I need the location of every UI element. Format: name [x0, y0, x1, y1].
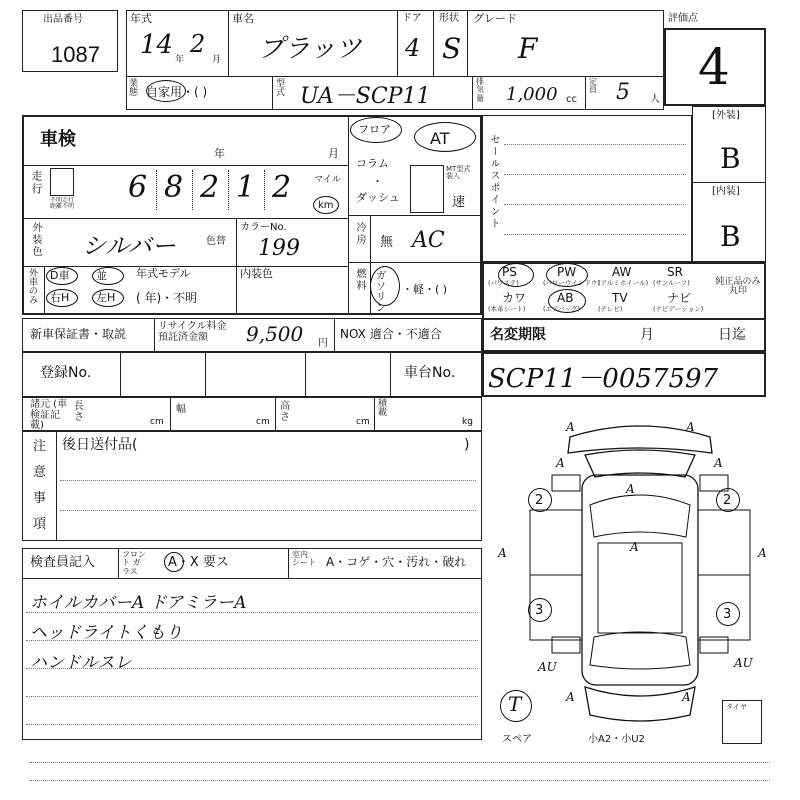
equipment-code: AB — [557, 291, 574, 305]
aircon-value: AC — [412, 228, 445, 253]
type-label: 型式 — [276, 79, 286, 99]
int-value: B — [720, 220, 741, 253]
warranty-label: 新車保証書・取説 — [30, 327, 127, 341]
header-row-box — [126, 10, 664, 77]
damage-mark: AU — [538, 660, 557, 674]
odometer-sep — [228, 170, 229, 210]
shape-label: 形状 — [439, 13, 459, 24]
spare-label: スペア — [502, 734, 532, 745]
width-unit: cm — [256, 417, 270, 427]
inspector-note-line: ヘッドライトくもり — [30, 623, 183, 643]
equipment-code: PW — [557, 265, 577, 279]
insp-year-label: 年 — [214, 147, 225, 160]
equipment-desc: (本革シート) — [488, 305, 526, 313]
score-value: 4 — [698, 38, 730, 96]
lot-label: 出品番号 — [43, 14, 83, 25]
int-color-label: 内装色 — [240, 267, 273, 280]
color-no-value: 199 — [258, 236, 300, 261]
dash-label: ダッシュ — [356, 191, 400, 204]
ab-circle — [548, 289, 586, 313]
tire-rl-value: 3 — [535, 603, 544, 618]
equipment-code: ナビ — [667, 291, 692, 305]
notes-label-char: 項 — [33, 517, 47, 532]
odometer-sep — [156, 170, 157, 210]
glass-value: A・X 要ス — [168, 555, 229, 570]
inspector-label: 検査員記入 — [30, 555, 96, 570]
glass-label: フロント ガラス — [122, 550, 146, 576]
lot-box — [22, 10, 118, 72]
notes-label-char: 注 — [33, 439, 47, 454]
cap-value: 5 — [616, 80, 630, 105]
floor-label: フロア — [358, 123, 391, 136]
mileage-unknown-box — [50, 168, 74, 196]
grade-label: グレード — [473, 12, 517, 25]
import-item-circle — [46, 267, 78, 285]
name-change-label: 名変期限 — [490, 327, 546, 343]
disp-value: 1,000 — [506, 84, 558, 105]
color-no-label: カラーNo. — [240, 222, 287, 233]
sales-point-box — [482, 115, 692, 262]
inspector-ruled-line — [26, 696, 478, 697]
use-label: 業態 — [129, 79, 139, 99]
recycle-value: 9,500 — [246, 322, 304, 346]
model-label: 車名 — [232, 12, 254, 25]
speed-label: 速 — [452, 195, 466, 210]
year-value: 14 — [140, 30, 174, 60]
tire-fl-value: 2 — [535, 493, 544, 508]
nox-label: NOX 適合・不適合 — [340, 327, 442, 341]
damage-mark: A — [498, 546, 507, 560]
name-change-month: 月 — [640, 327, 654, 343]
odometer-digit: 6 — [128, 170, 148, 205]
damage-mark: AU — [734, 656, 753, 670]
equipment-desc: (テレビ) — [598, 305, 623, 313]
floor-circle — [350, 117, 402, 143]
column-label: コラム — [356, 157, 389, 170]
door-label: ドア — [402, 13, 422, 24]
at-circle — [414, 122, 476, 152]
damage-mark: A — [556, 456, 565, 470]
inspection-label: 車検 — [40, 129, 76, 150]
weight-unit: kg — [462, 417, 473, 427]
equipment-code: TV — [612, 291, 628, 305]
mt-label: MT型式 装入 — [446, 165, 471, 181]
inspector-ruled-line — [26, 612, 478, 613]
score-label: 評価点 — [668, 13, 698, 24]
int-label: [内装] — [712, 186, 740, 197]
damage-mark: A — [630, 540, 639, 554]
import-item-circle — [92, 267, 124, 285]
equipment-desc: (アルミホイール) — [598, 279, 649, 287]
year-unit: 年 — [175, 55, 185, 65]
disp-unit: cc — [566, 94, 577, 105]
width-label: 幅 — [176, 404, 186, 415]
later-send-label: 後日送付品( — [62, 437, 138, 453]
dims-row — [22, 397, 482, 431]
odometer-digit: 1 — [236, 170, 256, 205]
inspector-ruled-line — [26, 668, 478, 669]
height-label: 高さ — [280, 401, 290, 423]
pw-circle — [546, 263, 588, 287]
condition-diagram — [490, 415, 790, 745]
recycle-label: リサイクル料金 預託済金額 — [158, 321, 227, 343]
inspector-note-line: ハンドルスレ — [30, 653, 132, 673]
km-circle — [313, 196, 339, 214]
mileage-label: 走行 — [30, 170, 43, 196]
genuine-note: 純正品のみ丸印 — [715, 277, 761, 297]
year-model-label: 年式モデル — [136, 267, 191, 280]
aircon-none: 無 — [380, 235, 394, 250]
inspector-ruled-line — [26, 724, 478, 725]
tire-box — [722, 700, 762, 744]
tire-box-label: タイヤ — [726, 703, 747, 711]
import-item: 左H — [96, 291, 116, 304]
length-unit: cm — [150, 417, 164, 427]
spare-mark: T — [508, 692, 522, 716]
equipment-code: SR — [667, 265, 683, 279]
damage-mark: A — [626, 482, 635, 496]
year-model-value: ( 年)・不明 — [136, 291, 198, 305]
mileage-note: 不明走行 距離不明 — [50, 197, 75, 211]
reg-label: 登録No. — [40, 365, 92, 381]
equipment-desc: (ナビゲーション) — [653, 305, 704, 313]
insp-month-label: 月 — [328, 147, 339, 160]
chassis-label: 車台No. — [404, 365, 456, 381]
damage-mark: A — [682, 690, 691, 704]
notes-label-char: 事 — [33, 491, 47, 506]
equipment-desc: (パワステ) — [488, 279, 519, 287]
lot-number: 1087 — [51, 42, 100, 67]
model-value: プラッツ — [258, 34, 362, 64]
color-value: シルバー — [82, 232, 176, 260]
fuel-value: ガソリン — [376, 271, 386, 314]
odometer-digit: 2 — [200, 170, 220, 205]
mile-label: マイル — [314, 175, 341, 185]
notes-label-char: 意 — [33, 465, 47, 480]
import-item: 並 — [96, 269, 107, 282]
sales-point-label: セールスポイント — [488, 134, 499, 230]
inspector-box — [22, 548, 482, 740]
fuel-other: ・軽・( ) — [402, 283, 448, 296]
damage-mark: A — [758, 546, 767, 560]
type-value: UA－SCP11 — [300, 84, 431, 109]
height-unit: cm — [356, 417, 370, 427]
ext-label: [外装] — [712, 110, 740, 121]
glass-a-circle — [164, 552, 184, 572]
dims-label: 諸元 (車検証記載) — [30, 399, 68, 431]
equipment-code: PS — [502, 265, 517, 279]
import-item: D車 — [50, 269, 70, 282]
gasoline-circle — [370, 266, 400, 306]
tire-rr-value: 3 — [723, 607, 732, 622]
damage-mark: A — [714, 456, 723, 470]
scratch-summary: 小A2・小U2 — [588, 734, 645, 745]
odometer-digit: 8 — [164, 170, 184, 205]
month-value: 2 — [190, 30, 206, 58]
length-label: 長さ — [74, 401, 84, 423]
km-label: km — [318, 200, 334, 211]
damage-mark: A — [566, 420, 575, 434]
recycle-unit: 円 — [318, 338, 328, 349]
use-value: 自家用・( ) — [146, 85, 208, 99]
damage-mark: A — [566, 690, 575, 704]
door-value: 4 — [405, 34, 421, 62]
shape-value: S — [442, 32, 462, 65]
inspector-note-line: ホイルカバーA ドアミラーA — [30, 593, 247, 613]
seat-value: A・コゲ・穴・汚れ・破れ — [326, 555, 467, 569]
import-label: 外車のみ — [27, 268, 37, 304]
at-label: AT — [430, 129, 450, 148]
private-use-circle — [146, 80, 186, 102]
damage-mark: A — [686, 420, 695, 434]
score-box — [664, 28, 766, 106]
later-send-end: ) — [464, 437, 470, 453]
tire-fr-value: 2 — [723, 493, 732, 508]
equipment-desc: (エアバッグ) — [543, 305, 581, 313]
odometer-digit: 2 — [272, 170, 292, 205]
equipment-desc: (サンルーフ) — [653, 279, 690, 287]
ext-value: B — [720, 142, 741, 175]
import-item-circle — [46, 289, 78, 307]
year-label: 年式 — [130, 12, 152, 25]
import-item: 右H — [50, 291, 70, 304]
month-unit: 月 — [212, 55, 222, 65]
cap-unit: 人 — [650, 94, 660, 105]
import-item-circle — [92, 289, 124, 307]
equipment-code: AW — [612, 265, 632, 279]
ps-circle — [498, 263, 534, 287]
equipment-code: カワ — [502, 291, 527, 305]
equipment-desc: (パワーウインドウ) — [543, 279, 600, 287]
grade-value: F — [518, 32, 538, 65]
mt-box — [410, 165, 444, 213]
weight-label: 積載 — [378, 399, 388, 419]
chassis-value: SCP11－0057597 — [488, 364, 719, 394]
color-change: 色替 — [206, 236, 226, 247]
aircon-label: 冷房 — [354, 222, 365, 246]
cap-label: 定員 — [589, 77, 597, 95]
odometer-sep — [192, 170, 193, 210]
disp-label: 排気量 — [476, 77, 484, 103]
fuel-label: 燃料 — [354, 268, 365, 292]
seat-label: 室内 シート — [292, 550, 316, 568]
odometer-sep — [264, 170, 265, 210]
name-change-deadline: 日迄 — [718, 327, 746, 343]
inspector-ruled-line — [26, 640, 478, 641]
color-label: 外装色 — [30, 222, 41, 258]
